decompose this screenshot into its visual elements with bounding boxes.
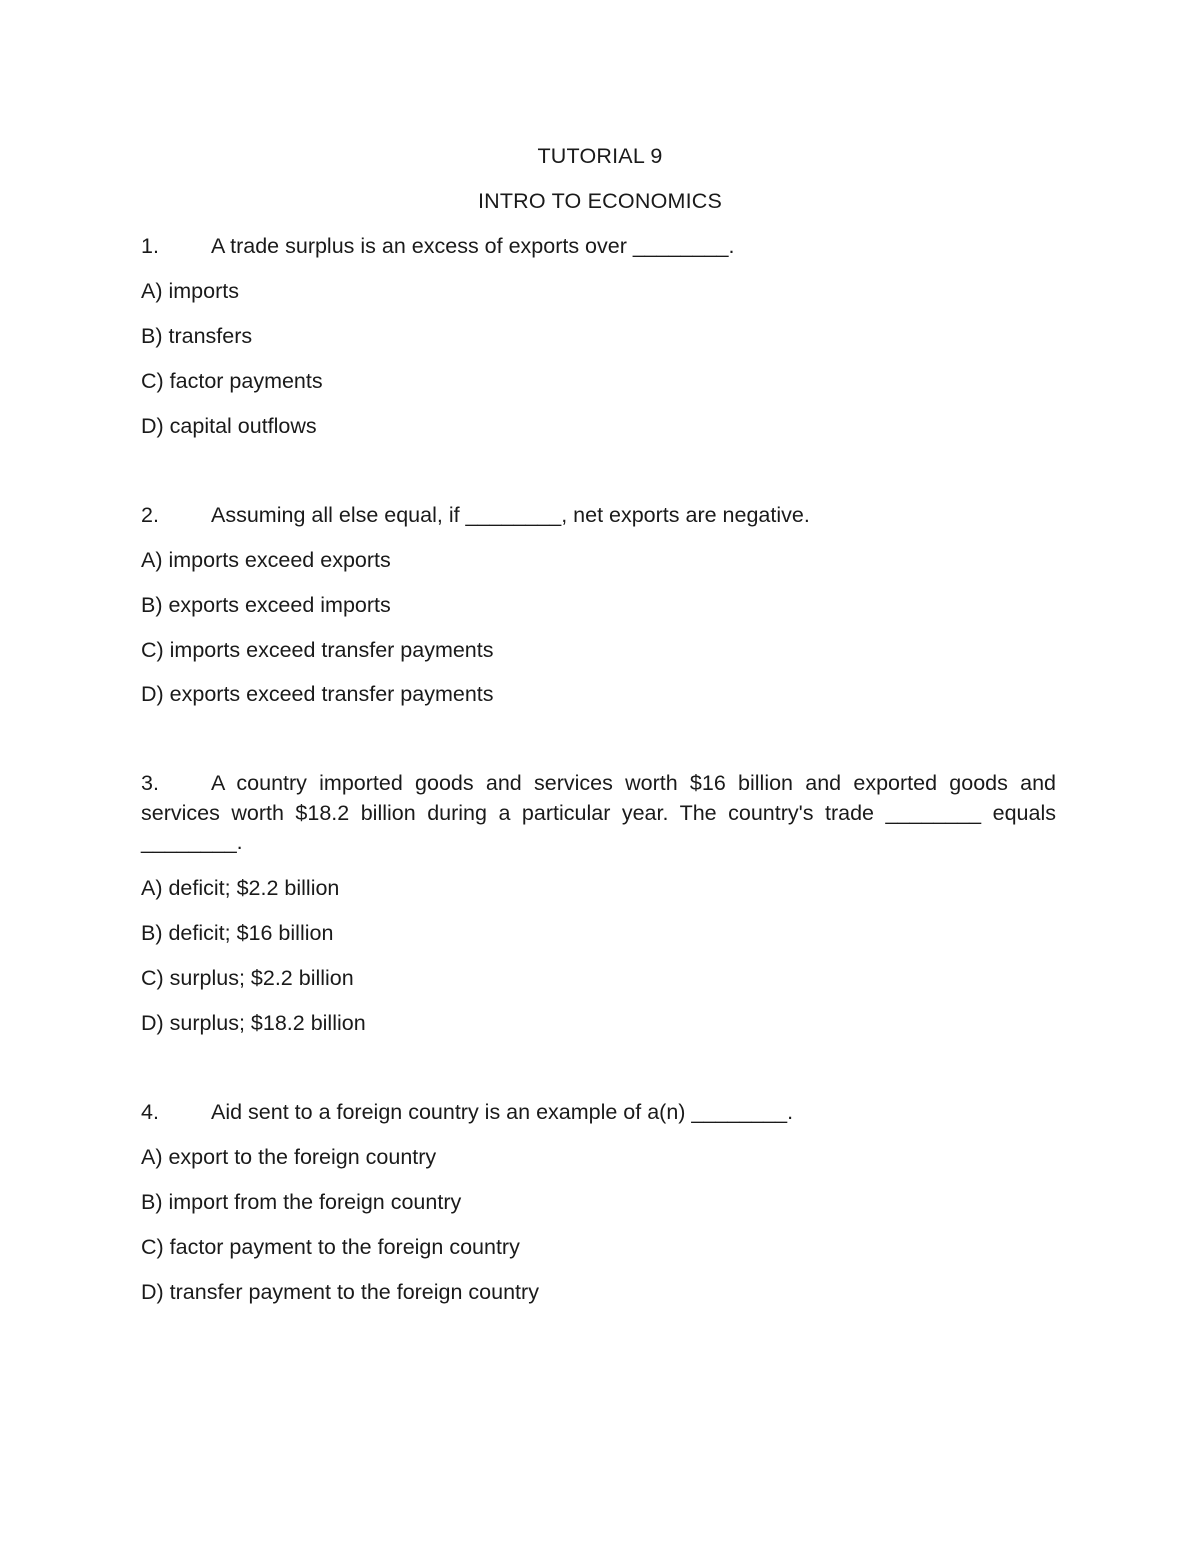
question-number: 4. (141, 1100, 159, 1124)
question-3-option-c: C) surplus; $2.2 billion (141, 966, 354, 990)
question-1 (141, 233, 734, 259)
question-2-option-a: A) imports exceed exports (141, 548, 391, 572)
question-text: Assuming all else equal, if ________, net exports are negative. (211, 503, 810, 527)
question-text: A trade surplus is an excess of exports over ________. (211, 234, 735, 258)
question-3-option-b: B) deficit; $16 billion (141, 921, 334, 945)
page-subtitle: INTRO TO ECONOMICS (477, 189, 723, 213)
question-4 (141, 1099, 793, 1125)
question-2 (141, 502, 810, 528)
question-2-option-b: B) exports exceed imports (141, 593, 391, 617)
question-number: 1. (141, 234, 159, 258)
question-text: Aid sent to a foreign country is an example of a(n) ________. (211, 1100, 794, 1124)
question-4-option-a: A) export to the foreign country (141, 1145, 437, 1169)
question-2-option-d: D) exports exceed transfer payments (141, 682, 494, 706)
question-1-option-d: D) capital outflows (141, 414, 317, 438)
question-number: 2. (141, 503, 159, 527)
question-4-option-c: C) factor payment to the foreign country (141, 1235, 520, 1259)
question-number: 3. (141, 771, 159, 795)
question-1-option-a: A) imports (141, 279, 239, 303)
page-title: TUTORIAL 9 (537, 144, 663, 168)
question-3 (141, 769, 1056, 858)
question-text: A country imported goods and services worth $16 billion and exported goods and services worth $18.2 billion during a particular year. The country's trade ________ equals ________. (141, 771, 1056, 854)
question-4-option-d: D) transfer payment to the foreign country (141, 1280, 539, 1304)
question-3-option-d: D) surplus; $18.2 billion (141, 1011, 366, 1035)
question-1-option-b: B) transfers (141, 324, 253, 348)
question-4-option-b: B) import from the foreign country (141, 1190, 462, 1214)
question-2-option-c: C) imports exceed transfer payments (141, 638, 494, 662)
question-3-option-a: A) deficit; $2.2 billion (141, 876, 340, 900)
question-1-option-c: C) factor payments (141, 369, 323, 393)
